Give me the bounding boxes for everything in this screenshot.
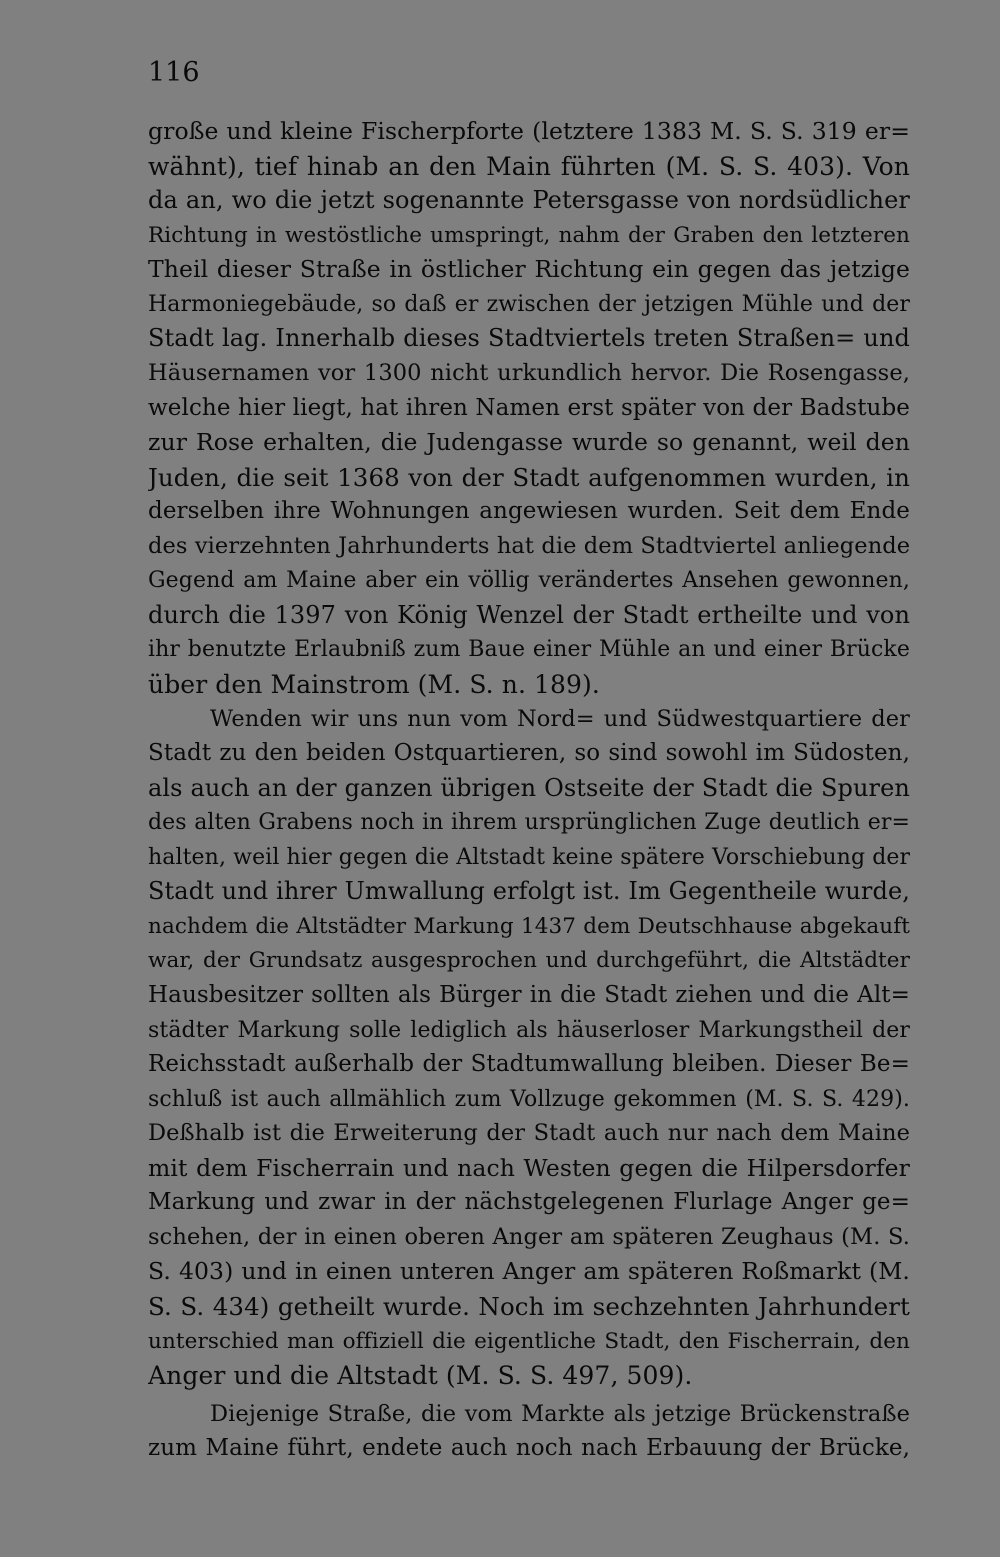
text-line-18: Wenden wir uns nun vom Nord= und Südwestquartiere der (210, 706, 910, 732)
text-line-10: zur Rose erhalten, die Judengasse wurde so genannt, weil den (148, 428, 910, 456)
text-line-21: des alten Grabens noch in ihrem ursprünglichen Zuge deutlich er= (148, 810, 910, 835)
text-line-27: städter Markung solle lediglich als häuserloser Markungstheil der (148, 1018, 910, 1043)
text-line-34: S. 403) und in einen unteren Anger am späteren Roßmarkt (M. (148, 1257, 910, 1285)
text-line-9: welche hier liegt, hat ihren Namen erst später von der Badstube (148, 395, 910, 421)
text-line-31: mit dem Fischerrain und nach Westen gegen die Hilpersdorfer (148, 1154, 910, 1182)
text-line-28: Reichsstadt außerhalb der Stadtumwallung bleiben. Dieser Be= (148, 1051, 910, 1077)
text-line-6: Harmoniegebäude, so daß er zwischen der jetzigen Mühle und der (148, 292, 910, 317)
text-line-17: über den Mainstrom (M. S. n. 189). (148, 670, 600, 699)
text-line-39: zum Maine führt, endete auch noch nach Erbauung der Brücke, (148, 1435, 910, 1461)
text-line-12: derselben ihre Wohnungen angewiesen wurden. Seit dem Ende (148, 498, 910, 524)
text-line-38: Diejenige Straße, die vom Markte als jetzige Brückenstraße (210, 1401, 910, 1427)
text-line-37: Anger und die Altstadt (M. S. S. 497, 509). (148, 1361, 693, 1390)
text-line-33: schehen, der in einen oberen Anger am späteren Zeughaus (M. S. (148, 1224, 910, 1250)
text-line-20: als auch an der ganzen übrigen Ostseite der Stadt die Spuren (148, 774, 910, 802)
text-line-2: wähnt), tief hinab an den Main führten (M. S. S. 403). Von (148, 152, 910, 181)
text-line-7: Stadt lag. Innerhalb dieses Stadtviertels treten Straßen= und (148, 324, 910, 352)
text-line-19: Stadt zu den beiden Ostquartieren, so sind sowohl im Südosten, (148, 740, 910, 766)
text-line-1: große und kleine Fischerpforte (letztere 1383 M. S. S. 319 er= (148, 117, 910, 145)
text-line-5: Theil dieser Straße in östlicher Richtung ein gegen das jetzige (148, 255, 910, 283)
text-line-4: Richtung in westöstliche umspringt, nahm der Graben den letzteren (148, 223, 910, 248)
text-line-29: schluß ist auch allmählich zum Vollzuge gekommen (M. S. S. 429). (148, 1087, 910, 1112)
text-line-8: Häusernamen vor 1300 nicht urkundlich hervor. Die Rosengasse, (148, 360, 910, 386)
page-number: 116 (148, 57, 200, 88)
text-line-13: des vierzehnten Jahrhunderts hat die dem Stadtviertel anliegende (148, 533, 910, 559)
text-line-22: halten, weil hier gegen die Altstadt keine spätere Vorschiebung der (148, 845, 910, 870)
text-line-14: Gegend am Maine aber ein völlig verändertes Ansehen gewonnen, (148, 568, 910, 593)
text-line-16: ihr benutzte Erlaubniß zum Baue einer Mühle an und einer Brücke (148, 637, 910, 662)
text-line-32: Markung und zwar in der nächstgelegenen Flurlage Anger ge= (148, 1189, 910, 1215)
text-line-15: durch die 1397 von König Wenzel der Stadt ertheilte und von (148, 601, 910, 629)
text-line-25: war, der Grundsatz ausgesprochen und durchgeführt, die Altstädter (148, 948, 910, 973)
text-line-24: nachdem die Altstädter Markung 1437 dem Deutschhause abgekauft (148, 914, 910, 939)
text-line-23: Stadt und ihrer Umwallung erfolgt ist. Im Gegentheile wurde, (148, 877, 910, 905)
text-line-35: S. S. 434) getheilt wurde. Noch im sechzehnten Jahrhundert (148, 1292, 910, 1321)
text-line-11: Juden, die seit 1368 von der Stadt aufgenommen wurden, in (148, 463, 910, 492)
text-line-30: Deßhalb ist die Erweiterung der Stadt auch nur nach dem Maine (148, 1120, 910, 1146)
text-line-3: da an, wo die jetzt sogenannte Petersgasse von nordsüdlicher (148, 186, 910, 214)
text-line-26: Hausbesitzer sollten als Bürger in die Stadt ziehen und die Alt= (148, 982, 910, 1008)
text-line-36: unterschied man offiziell die eigentliche Stadt, den Fischerrain, den (148, 1329, 910, 1354)
